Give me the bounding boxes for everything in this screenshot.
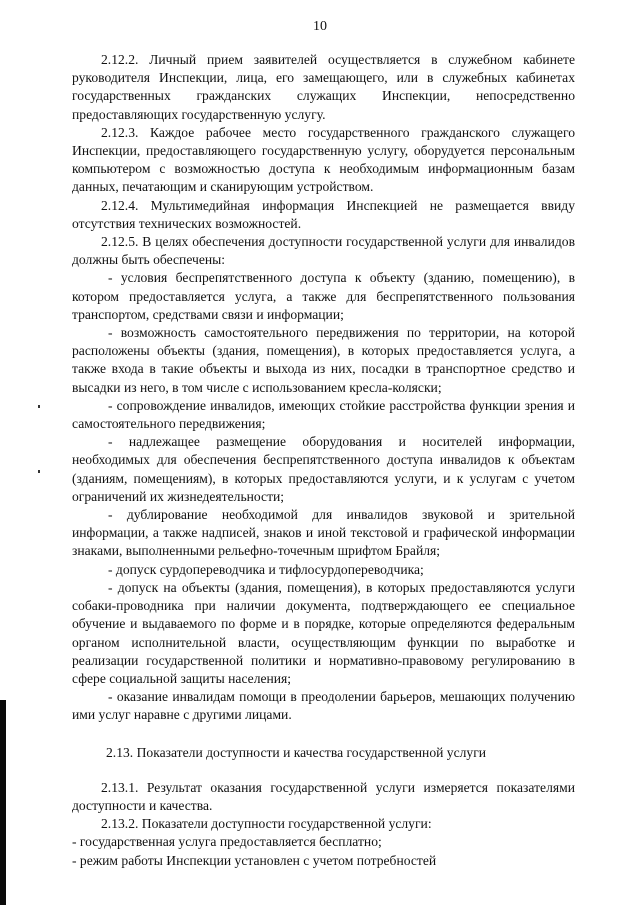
- list-item: - возможность самостоятельного передвижения по территории, на которой расположены объекты (здания, помещения), в которых предоставляется услуга, а также входа в такие объекты и выхода из них, посадки в транспортное средство и высадки из него, в том числе с использованием кресла-коляски;: [72, 325, 575, 395]
- paragraph-2-13-1: 2.13.1. Результат оказания государственной услуги измеряется показателями доступности и качества.: [72, 779, 575, 813]
- scan-speck: [38, 470, 40, 473]
- list-item: - допуск на объекты (здания, помещения), в которых предоставляются услуги собаки-проводника при наличии документа, подтверждающего ее специальное обучение и выдаваемого по форме и в порядке, которые определяются федеральным органом исполнительной власти, осуществляющим функции по выработке и реализации государственной политики и нормативно-правовому регулированию в сфере социальной защиты населения;: [72, 579, 575, 686]
- paragraph-2-12-5: 2.12.5. В целях обеспечения доступности государственной услуги для инвалидов должны быть обеспечены:: [72, 234, 575, 268]
- list-item: - надлежащее размещение оборудования и носителей информации, необходимых для обеспечения беспрепятственного доступа инвалидов к объектам (зданиям, помещениям), в которых предоставляются услуги, и к услугам с учетом ограничений их жизнедеятельности;: [72, 434, 575, 504]
- list-item: - сопровождение инвалидов, имеющих стойкие расстройства функции зрения и самостоятельного передвижения;: [72, 397, 575, 432]
- page-number: 10: [313, 19, 327, 34]
- document-body: [72, 51, 575, 870]
- list-item: - режим работы Инспекции установлен с учетом потребностей: [72, 852, 437, 868]
- section-heading-2-13: 2.13. Показатели доступности и качества государственной услуги: [106, 744, 487, 760]
- list-item: - допуск сурдопереводчика и тифлосурдопереводчика;: [108, 561, 424, 577]
- paragraph-2-12-3: 2.12.3. Каждое рабочее место государственного гражданского служащего Инспекции, предоставляющего государственную услугу, оборудуется персональным компьютером с возможностью доступа к необходимым информационным базам данных, печатающим и сканирующим устройством.: [72, 124, 575, 195]
- scan-speck: [38, 405, 40, 408]
- paragraph-2-13-2: 2.13.2. Показатели доступности государственной услуги:: [101, 816, 432, 832]
- list-item: - оказание инвалидам помощи в преодолении барьеров, мешающих получению ими услуг наравне с другими лицами.: [72, 689, 575, 723]
- paragraph-2-12-4: 2.12.4. Мультимедийная информация Инспекцией не размещается ввиду отсутствия технических возможностей.: [72, 197, 575, 231]
- scan-edge-shadow: [0, 700, 6, 905]
- paragraph-2-12-2: 2.12.2. Личный прием заявителей осуществляется в служебном кабинете руководителя Инспекции, лица, его замещающего, или в служебных кабинетах государственных гражданских служащих Инспекции, непосредственно предоставляющих государственную услугу.: [72, 52, 575, 122]
- list-item: - условия беспрепятственного доступа к объекту (зданию, помещению), в котором предоставляется услуга, а также для беспрепятственного пользования транспортом, средствами связи и информации;: [72, 270, 575, 322]
- list-item: - дублирование необходимой для инвалидов звуковой и зрительной информации, а также надписей, знаков и иной текстовой и графической информации знаками, выполненными рельефно-точечным шрифтом Брайля;: [72, 507, 575, 559]
- list-item: - государственная услуга предоставляется бесплатно;: [72, 834, 382, 850]
